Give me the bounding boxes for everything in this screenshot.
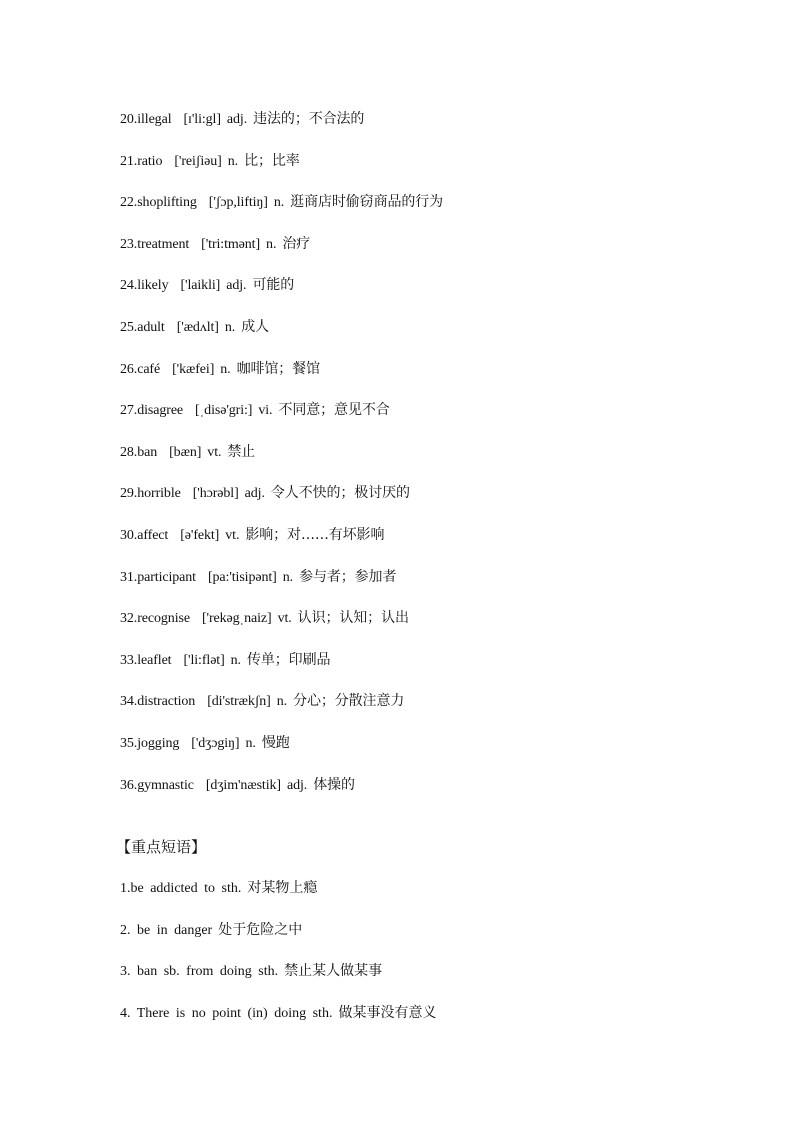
vocab-phonetic: [dʒim'næstik] (205, 777, 281, 793)
phrase-list (120, 877, 720, 1043)
vocab-meaning: 分心；分散注意力 (293, 693, 405, 710)
vocab-headword: disagree (137, 403, 184, 419)
vocab-number: 31. (120, 569, 138, 585)
vocab-headword: affect (137, 527, 169, 543)
vocab-headword: illegal (137, 112, 172, 127)
vocab-number: 22. (120, 195, 138, 211)
phrase-chinese: 禁止某人做某事 (284, 963, 383, 980)
vocab-word (120, 278, 175, 293)
vocab-meaning: 成人 (241, 318, 269, 335)
vocab-part-of-speech: n. (245, 735, 256, 751)
vocab-phonetic: ['ʃɔp,liftiŋ] (208, 195, 268, 211)
phrase-english: 4. There is no point (in) doing sth. (120, 1005, 333, 1021)
vocab-number: 36. (120, 777, 138, 793)
vocab-headword: gymnastic (137, 777, 194, 793)
vocab-part-of-speech: n. (224, 319, 236, 335)
vocab-phonetic: ['tri:tmənt] (201, 236, 261, 252)
vocab-meaning: 违法的；不合法的 (253, 111, 365, 127)
vocab-headword: jogging (137, 735, 180, 751)
vocab-word (120, 154, 168, 169)
vocab-part-of-speech: n. (230, 652, 241, 668)
vocab-entry (120, 358, 720, 400)
phrase-entry (120, 919, 720, 961)
vocab-word (120, 237, 195, 252)
vocab-number: 26. (120, 361, 138, 377)
vocab-headword: horrible (137, 486, 181, 502)
vocab-phonetic: [ɪ'li:gl] (183, 112, 221, 127)
vocab-entry (120, 274, 720, 316)
section-heading: 【重点短语】 (116, 838, 207, 856)
vocab-number: 20. (120, 112, 138, 127)
vocab-phonetic: ['hɔrəbl] (192, 486, 239, 502)
vocab-meaning: 体操的 (313, 776, 355, 793)
vocab-meaning: 比；比率 (244, 152, 300, 169)
phrase-chinese: 对某物上瘾 (247, 880, 318, 896)
vocab-entry (120, 774, 720, 816)
vocab-entry (120, 524, 720, 566)
vocab-word (120, 403, 189, 418)
vocab-part-of-speech: n. (227, 153, 239, 169)
vocab-number: 21. (120, 153, 138, 169)
vocab-headword: recognise (137, 611, 190, 627)
vocab-meaning: 不同意；意见不合 (278, 402, 390, 419)
vocab-number: 23. (120, 236, 138, 252)
vocab-number: 33. (120, 652, 138, 668)
vocab-phonetic: ['kæfei] (172, 361, 215, 377)
vocab-number: 29. (120, 486, 138, 502)
vocab-word (120, 611, 196, 626)
vocab-number: 34. (120, 694, 138, 710)
vocab-meaning: 参与者；参加者 (299, 568, 397, 585)
vocab-part-of-speech: n. (276, 694, 288, 710)
vocab-word (120, 445, 163, 460)
phrase-chinese: 做某事没有意义 (338, 1004, 437, 1021)
vocab-entry (120, 191, 720, 233)
vocab-number: 32. (120, 611, 138, 627)
vocab-headword: café (137, 361, 161, 377)
vocab-part-of-speech: n. (282, 569, 294, 585)
vocab-part-of-speech: adj. (286, 777, 308, 793)
vocab-part-of-speech: adj. (226, 112, 248, 127)
phrase-english: 2. be in danger (120, 922, 213, 938)
vocab-word (120, 112, 178, 127)
phrase-entry (120, 877, 720, 919)
vocab-phonetic: ['ædʌlt] (176, 319, 219, 335)
vocab-part-of-speech: vi. (258, 403, 273, 419)
vocab-phonetic: [ˌdisə'gri:] (195, 403, 253, 419)
vocab-number: 35. (120, 735, 138, 751)
phrase-english: 1.be addicted to sth. (120, 881, 242, 896)
vocab-meaning: 可能的 (252, 277, 295, 294)
vocab-word (120, 736, 185, 751)
vocab-entry (120, 316, 720, 358)
vocab-entry (120, 607, 720, 649)
phrase-entry (120, 1002, 720, 1044)
vocab-entry (120, 566, 720, 608)
vocab-headword: likely (137, 278, 169, 294)
vocab-headword: adult (137, 319, 165, 335)
vocab-word (120, 195, 203, 210)
phrase-entry (120, 960, 720, 1002)
vocab-word (120, 528, 174, 543)
vocab-phonetic: [bæn] (169, 444, 202, 460)
vocab-word (120, 362, 166, 377)
vocab-word (120, 653, 177, 668)
vocab-meaning: 令人不快的；极讨厌的 (270, 485, 410, 502)
vocab-number: 25. (120, 319, 138, 335)
vocab-number: 30. (120, 527, 138, 543)
vocab-headword: distraction (137, 694, 196, 710)
vocab-meaning: 认识；认知；认出 (297, 610, 409, 627)
vocab-number: 27. (120, 403, 138, 419)
vocab-meaning: 逛商店时偷窃商品的行为 (290, 194, 444, 211)
vocab-meaning: 禁止 (227, 443, 256, 460)
vocab-phonetic: ['li:flət] (183, 652, 225, 668)
vocab-word (120, 694, 201, 709)
vocab-word (120, 778, 200, 793)
vocab-meaning: 咖啡馆；餐馆 (236, 360, 320, 377)
vocab-meaning: 慢跑 (261, 734, 290, 751)
vocab-meaning: 影响；对……有坏影响 (245, 526, 385, 543)
vocab-word (120, 486, 187, 501)
vocab-entry (120, 441, 720, 483)
vocab-part-of-speech: adj. (244, 486, 265, 502)
vocab-headword: treatment (137, 236, 190, 252)
vocab-part-of-speech: vt. (277, 611, 292, 627)
vocab-meaning: 传单；印刷品 (246, 651, 331, 668)
vocab-part-of-speech: vt. (225, 527, 240, 543)
vocab-entry (120, 399, 720, 441)
vocab-part-of-speech: vt. (207, 444, 222, 460)
vocab-phonetic: [pa:'tisipənt] (207, 569, 277, 585)
vocab-word (120, 570, 202, 585)
vocab-part-of-speech: n. (266, 236, 277, 252)
vocab-entry (120, 732, 720, 774)
vocab-number: 28. (120, 444, 138, 460)
vocab-phonetic: [di'strækʃn] (207, 694, 271, 710)
phrase-english: 3. ban sb. from doing sth. (120, 964, 279, 980)
phrase-chinese: 处于危险之中 (218, 921, 303, 938)
vocab-entry (120, 482, 720, 524)
vocab-number: 24. (120, 278, 138, 294)
vocab-phonetic: ['laikli] (180, 278, 221, 294)
vocab-phonetic: [ə'fekt] (180, 527, 220, 543)
vocab-part-of-speech: n. (220, 361, 231, 377)
vocab-headword: shoplifting (137, 195, 197, 211)
vocab-entry (120, 690, 720, 732)
vocab-entry (120, 233, 720, 275)
vocab-part-of-speech: n. (273, 195, 285, 211)
vocab-word (120, 320, 171, 335)
vocab-headword: leaflet (137, 652, 172, 668)
vocab-entry (120, 649, 720, 691)
vocab-part-of-speech: adj. (226, 278, 247, 294)
vocab-phonetic: ['reiʃiəu] (174, 153, 222, 169)
vocab-headword: ban (137, 444, 158, 460)
vocab-phonetic: ['rekəgˌnaiz] (201, 611, 272, 627)
vocabulary-list (120, 108, 720, 815)
vocab-entry (120, 108, 720, 150)
vocab-meaning: 治疗 (282, 235, 311, 252)
vocab-phonetic: ['dʒɔgiŋ] (191, 735, 240, 751)
vocab-headword: ratio (137, 153, 163, 169)
vocab-entry (120, 150, 720, 192)
vocab-headword: participant (137, 569, 196, 585)
